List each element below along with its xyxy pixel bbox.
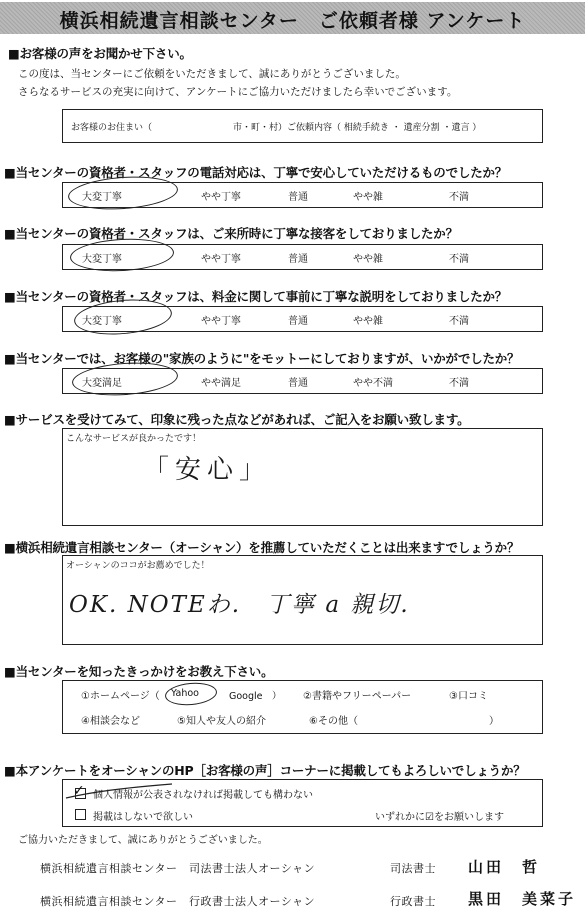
address-label: お客様のお住まい（ bbox=[71, 123, 153, 133]
q2-option-4[interactable]: やや雑 bbox=[353, 254, 383, 265]
q4-option-1[interactable]: 大変満足 bbox=[82, 378, 122, 389]
signature-1-org: 横浜相続遺言相談センター 司法書士法人オーシャン bbox=[40, 862, 316, 875]
intro-line-1: この度は、当センターにご依頼をいただきまして、誠にありがとうございました。 bbox=[18, 68, 406, 80]
source-heading: ■当センターを知ったきっかけをお教え下さい。 bbox=[4, 664, 274, 679]
request-type-label: 市・町・村）ご依頼内容（ 相続手続き ・ 遺産分割 ・遺言 ） bbox=[233, 123, 482, 133]
recommend-heading: ■横浜相続遺言相談センター（オーシャン）を推薦していただくことは出来ますでしょうか？ bbox=[4, 540, 520, 555]
impression-textarea[interactable] bbox=[62, 428, 543, 526]
signature-2-role: 行政書士 bbox=[390, 895, 436, 908]
q3-option-4[interactable]: やや雑 bbox=[353, 316, 383, 327]
q3-option-5[interactable]: 不満 bbox=[449, 316, 469, 327]
intro-line-2: さらなるサービスの充実に向けて、アンケートにご協力いただけましたら幸いでございます。 bbox=[18, 86, 458, 98]
q3-option-3[interactable]: 普通 bbox=[288, 316, 308, 327]
source-option-books[interactable]: ②書籍やフリーペーパー bbox=[303, 691, 412, 702]
source-option-wordofmouth[interactable]: ③口コミ bbox=[449, 691, 488, 702]
q3-option-2[interactable]: やや丁寧 bbox=[201, 316, 241, 327]
source-option-other-close: ） bbox=[489, 716, 499, 727]
impression-heading: ■サービスを受けてみて、印象に残った点などがあれば、ご記入をお願い致します。 bbox=[4, 412, 470, 427]
impression-answer: 「安心」 bbox=[143, 455, 272, 485]
publish-note: いずれかに☑をお願いします bbox=[375, 812, 504, 823]
signature-1-role: 司法書士 bbox=[390, 862, 436, 875]
signature-2-name: 黒田 美菜子 bbox=[468, 890, 577, 908]
question-3-text: ■当センターの資格者・スタッフは、料金に関して事前に丁寧な説明をしておりましたか？ bbox=[4, 289, 508, 304]
recommend-prompt: オーシャンのココがお薦めでした！ bbox=[66, 561, 210, 571]
publish-yes-label: 個人情報が公表されなければ掲載しても構わない bbox=[93, 790, 313, 801]
publish-no-label: 掲載はしないで欲しい bbox=[93, 812, 193, 823]
address-field[interactable] bbox=[62, 109, 543, 143]
question-2-text: ■当センターの資格者・スタッフは、ご来所時に丁寧な接客をしておりましたか？ bbox=[4, 226, 458, 241]
source-option-google[interactable]: Google ） bbox=[229, 691, 282, 702]
q4-option-5[interactable]: 不満 bbox=[449, 378, 469, 389]
publish-heading: ■本アンケートをオーシャンのHP［お客様の声］コーナーに掲載してもよろしいでしょうか？ bbox=[4, 763, 526, 778]
q1-option-4[interactable]: やや雑 bbox=[353, 192, 383, 203]
impression-prompt: こんなサービスが良かったです！ bbox=[66, 434, 202, 444]
page-title: 横浜相続遺言相談センター ご依頼者様 アンケート bbox=[59, 10, 526, 32]
q1-option-1[interactable]: 大変丁寧 bbox=[82, 192, 122, 203]
recommend-answer: OK. NOTEわ. 丁寧 a 親切. bbox=[69, 592, 410, 618]
q1-option-3[interactable]: 普通 bbox=[288, 192, 308, 203]
q2-option-1[interactable]: 大変丁寧 bbox=[82, 254, 122, 265]
check-mark-icon: ✓ bbox=[73, 783, 85, 799]
closing-text: ご協力いただきまして、誠にありがとうございました。 bbox=[18, 835, 268, 846]
source-option-referral[interactable]: ⑤知人や友人の紹介 bbox=[177, 716, 266, 727]
source-option-seminar[interactable]: ④相談会など bbox=[81, 716, 140, 727]
intro-heading: ■お客様の声をお聞かせ下さい。 bbox=[8, 46, 192, 61]
handwritten-check-stroke bbox=[62, 782, 182, 812]
q4-option-4[interactable]: やや不満 bbox=[353, 378, 393, 389]
question-4-text: ■当センターでは、お客様の"家族のように"をモットーにしておりますが、いかがでしたか？ bbox=[4, 351, 520, 366]
q1-option-2[interactable]: やや丁寧 bbox=[201, 192, 241, 203]
q1-option-5[interactable]: 不満 bbox=[449, 192, 469, 203]
q2-option-5[interactable]: 不満 bbox=[449, 254, 469, 265]
signature-1-name: 山田 哲 bbox=[468, 858, 541, 876]
source-options bbox=[62, 680, 543, 734]
source-option-yahoo[interactable]: Yahoo bbox=[171, 688, 199, 699]
recommend-textarea[interactable] bbox=[62, 555, 543, 645]
q2-option-3[interactable]: 普通 bbox=[288, 254, 308, 265]
q4-option-3[interactable]: 普通 bbox=[288, 378, 308, 389]
question-1-text: ■当センターの資格者・スタッフの電話対応は、丁寧で安心していただけるものでしたか？ bbox=[4, 165, 508, 180]
source-option-homepage[interactable]: ①ホームページ（ bbox=[81, 691, 160, 702]
signature-2-org: 横浜相続遺言相談センター 行政書士法人オーシャン bbox=[40, 895, 316, 908]
source-option-other[interactable]: ⑥その他（ bbox=[309, 716, 358, 727]
q2-option-2[interactable]: やや丁寧 bbox=[201, 254, 241, 265]
q3-option-1[interactable]: 大変丁寧 bbox=[82, 316, 122, 327]
q4-option-2[interactable]: やや満足 bbox=[201, 378, 241, 389]
